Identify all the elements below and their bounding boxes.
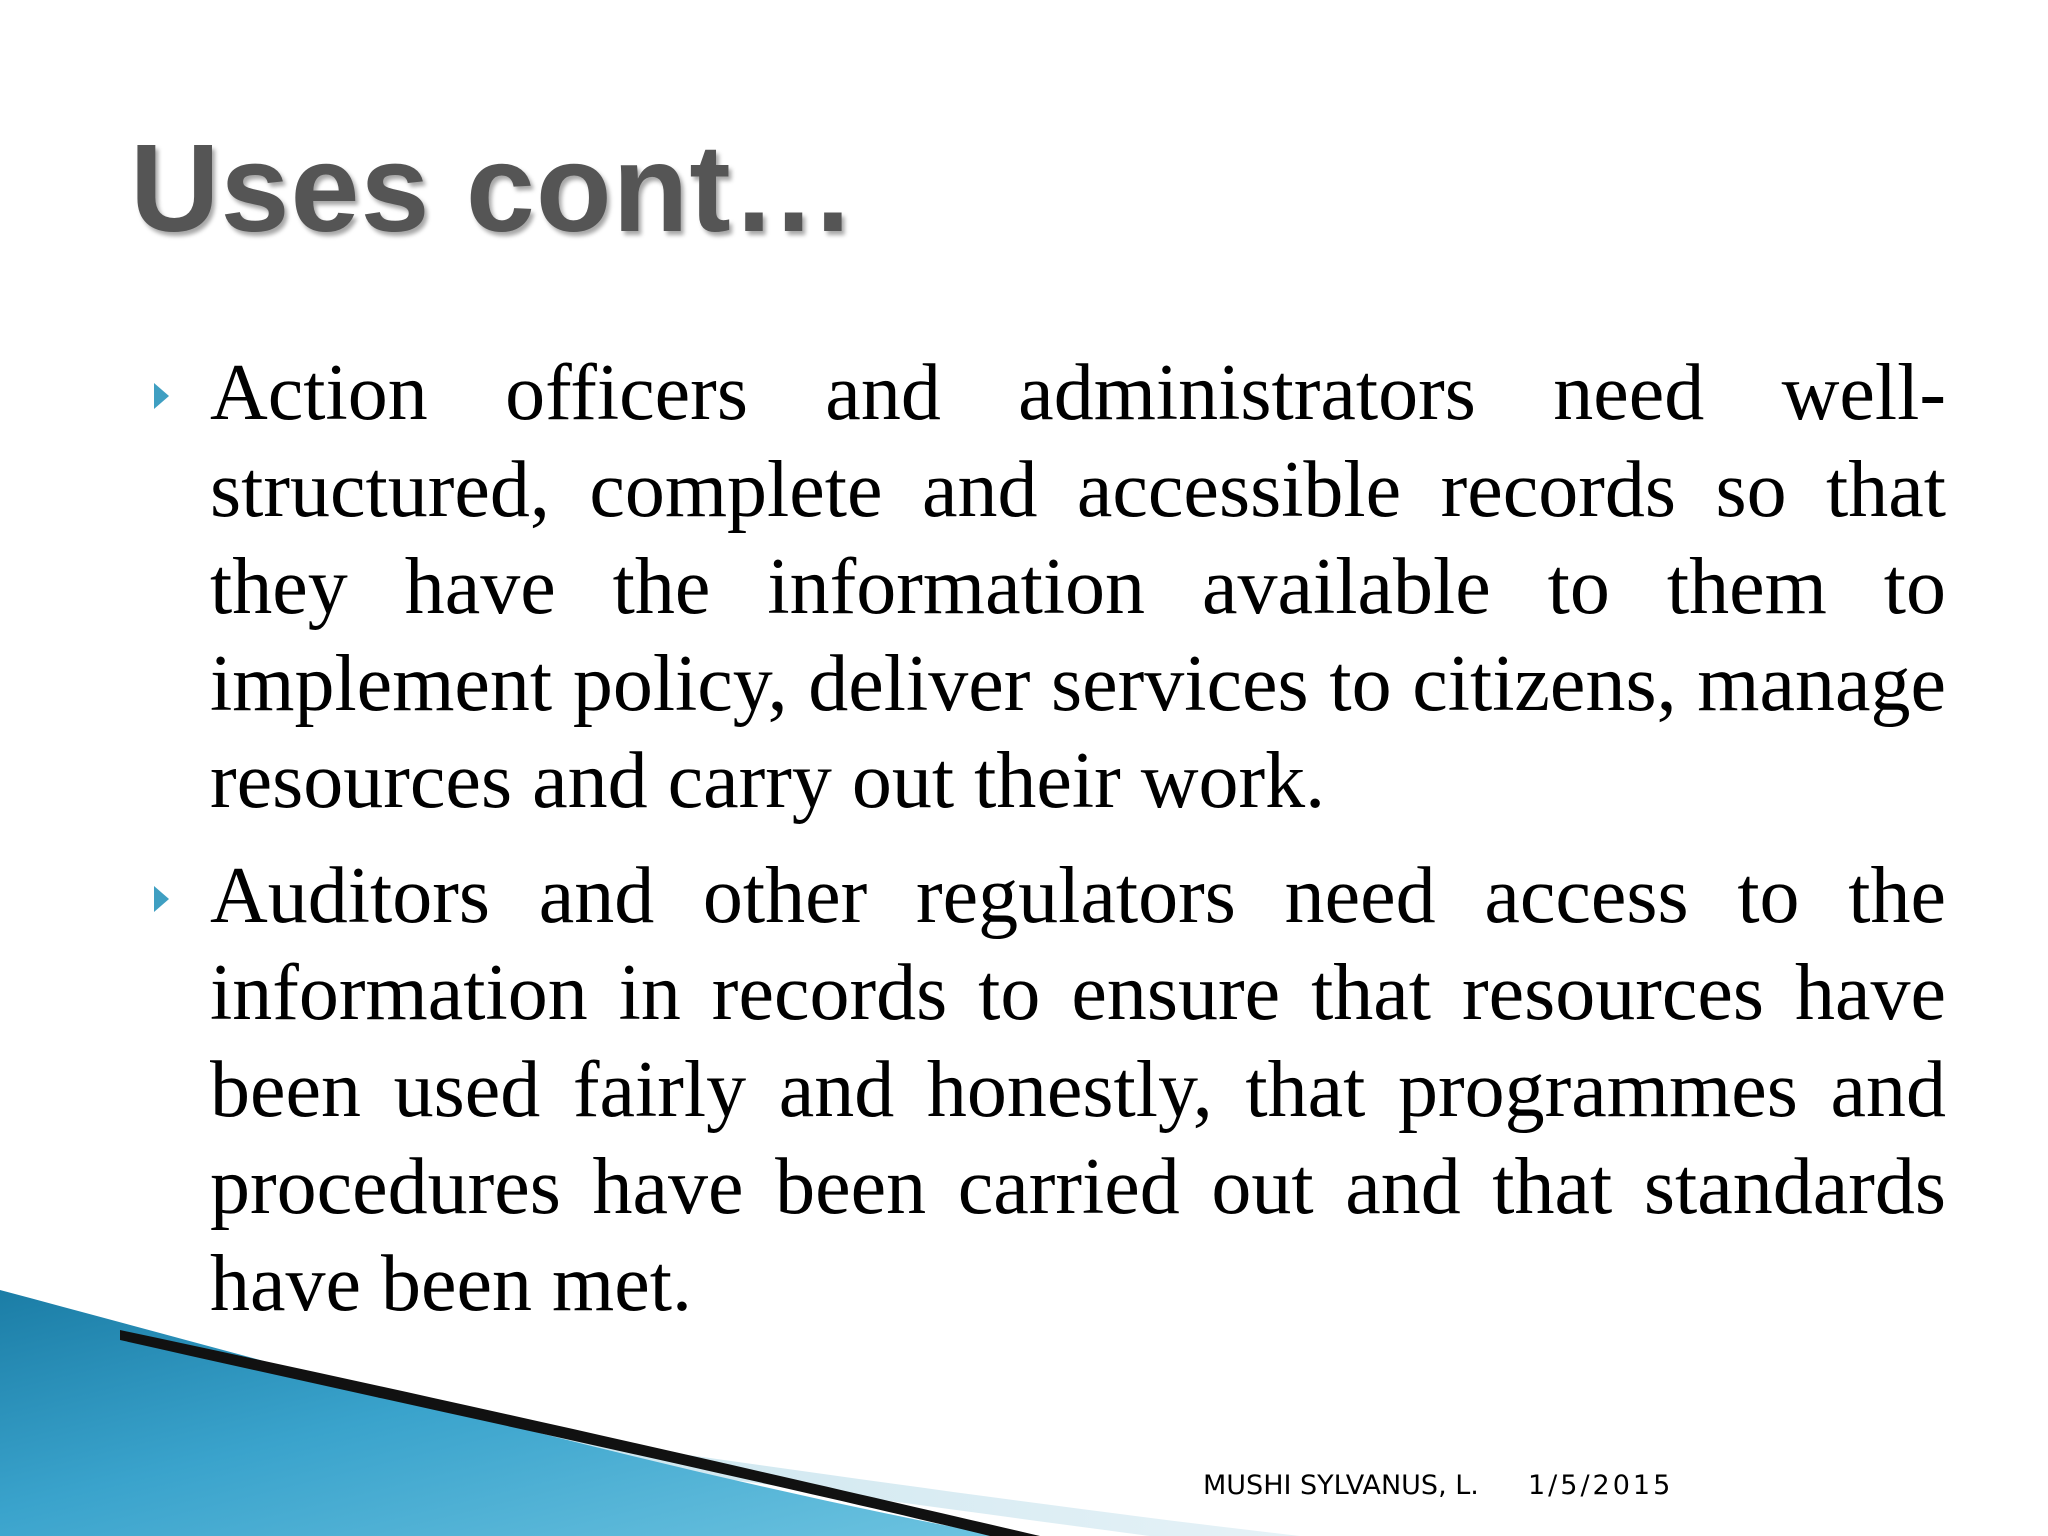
triangle-right-icon — [154, 383, 169, 409]
footer-author: MUSHI SYLVANUS, L. — [1203, 1470, 1479, 1501]
bullet-list — [148, 345, 1946, 1351]
bullet-text: Action officers and administrators need well-structured, complete and accessible records so that they have the information available to them to implement policy, deliver services to citizens, manage resources and carry out their work. — [210, 349, 1946, 825]
triangle-right-icon — [154, 886, 169, 912]
bullet-item — [148, 345, 1946, 830]
bullet-text: Auditors and other regulators need access to the information in records to ensure that resources have been used fairly and honestly, that programmes and procedures have been carried out and that standards have been met. — [210, 852, 1946, 1328]
footer-date: 1/5/2015 — [1528, 1470, 1674, 1501]
bullet-item — [148, 848, 1946, 1333]
slide-title: Uses cont… — [130, 120, 857, 258]
